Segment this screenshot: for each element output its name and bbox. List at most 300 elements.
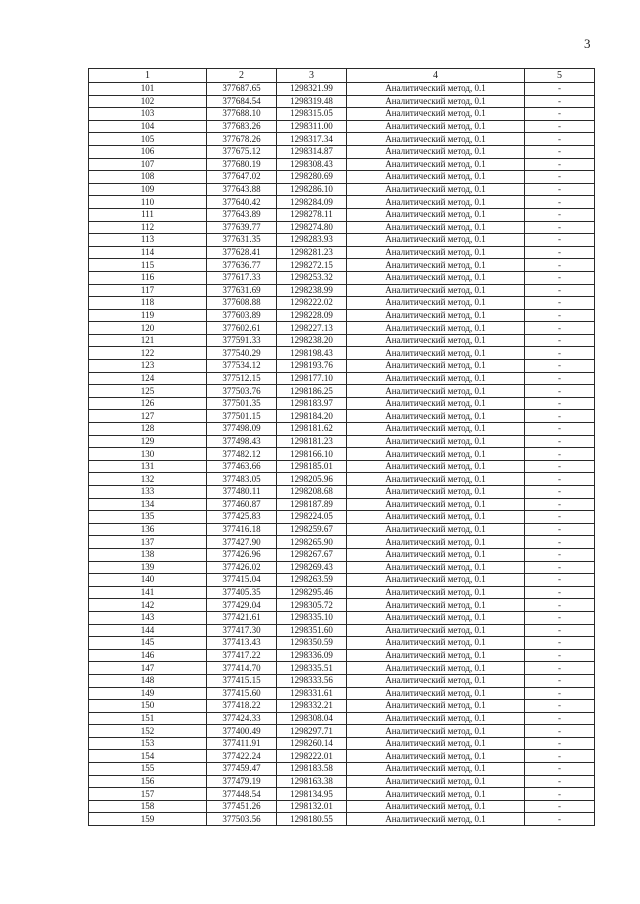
point-number-cell: 141 [89,586,207,599]
note-cell: - [525,574,595,587]
y-coordinate-cell: 1298186.25 [277,385,347,398]
note-cell: - [525,120,595,133]
point-number-cell: 139 [89,561,207,574]
table-row [89,309,595,322]
method-cell: Аналитический метод, 0.1 [347,196,525,209]
point-number-cell: 137 [89,536,207,549]
table-row [89,750,595,763]
y-coordinate-cell: 1298321.99 [277,83,347,96]
table-row [89,208,595,221]
y-coordinate-cell: 1298193.76 [277,360,347,373]
x-coordinate-cell: 377426.02 [207,561,277,574]
y-coordinate-cell: 1298132.01 [277,800,347,813]
y-coordinate-cell: 1298308.43 [277,158,347,171]
method-cell: Аналитический метод, 0.1 [347,649,525,662]
note-cell: - [525,712,595,725]
table-row [89,813,595,826]
method-cell: Аналитический метод, 0.1 [347,687,525,700]
point-number-cell: 113 [89,234,207,247]
method-cell: Аналитический метод, 0.1 [347,662,525,675]
method-cell: Аналитический метод, 0.1 [347,347,525,360]
note-cell: - [525,561,595,574]
point-number-cell: 124 [89,372,207,385]
method-cell: Аналитический метод, 0.1 [347,435,525,448]
y-coordinate-cell: 1298238.20 [277,334,347,347]
method-cell: Аналитический метод, 0.1 [347,423,525,436]
method-cell: Аналитический метод, 0.1 [347,95,525,108]
note-cell: - [525,473,595,486]
table-row [89,95,595,108]
x-coordinate-cell: 377540.29 [207,347,277,360]
point-number-cell: 116 [89,271,207,284]
table-row [89,523,595,536]
table-row [89,498,595,511]
table-row [89,297,595,310]
x-coordinate-cell: 377501.35 [207,397,277,410]
y-coordinate-cell: 1298335.10 [277,611,347,624]
note-cell: - [525,674,595,687]
table-row [89,511,595,524]
table-row [89,624,595,637]
point-number-cell: 142 [89,599,207,612]
note-cell: - [525,309,595,322]
x-coordinate-cell: 377643.88 [207,183,277,196]
method-cell: Аналитический метод, 0.1 [347,246,525,259]
table-row [89,586,595,599]
point-number-cell: 117 [89,284,207,297]
column-header-5: 5 [525,69,595,83]
x-coordinate-cell: 377400.49 [207,725,277,738]
x-coordinate-cell: 377617.33 [207,271,277,284]
table-row [89,360,595,373]
y-coordinate-cell: 1298278.11 [277,208,347,221]
method-cell: Аналитический метод, 0.1 [347,574,525,587]
table-row [89,737,595,750]
x-coordinate-cell: 377411.91 [207,737,277,750]
table-row [89,662,595,675]
table-row [89,486,595,499]
column-header-1: 1 [89,69,207,83]
y-coordinate-cell: 1298315.05 [277,108,347,121]
method-cell: Аналитический метод, 0.1 [347,700,525,713]
y-coordinate-cell: 1298333.56 [277,674,347,687]
y-coordinate-cell: 1298269.43 [277,561,347,574]
y-coordinate-cell: 1298238.99 [277,284,347,297]
method-cell: Аналитический метод, 0.1 [347,183,525,196]
y-coordinate-cell: 1298208.68 [277,486,347,499]
note-cell: - [525,271,595,284]
table-row [89,158,595,171]
point-number-cell: 158 [89,800,207,813]
column-header-3: 3 [277,69,347,83]
note-cell: - [525,423,595,436]
table-row [89,674,595,687]
note-cell: - [525,460,595,473]
x-coordinate-cell: 377416.18 [207,523,277,536]
table-row [89,548,595,561]
x-coordinate-cell: 377647.02 [207,171,277,184]
x-coordinate-cell: 377427.90 [207,536,277,549]
point-number-cell: 121 [89,334,207,347]
x-coordinate-cell: 377417.30 [207,624,277,637]
point-number-cell: 138 [89,548,207,561]
table-row [89,397,595,410]
x-coordinate-cell: 377498.43 [207,435,277,448]
point-number-cell: 114 [89,246,207,259]
x-coordinate-cell: 377460.87 [207,498,277,511]
note-cell: - [525,498,595,511]
note-cell: - [525,750,595,763]
table-row [89,599,595,612]
point-number-cell: 135 [89,511,207,524]
x-coordinate-cell: 377640.42 [207,196,277,209]
x-coordinate-cell: 377628.41 [207,246,277,259]
x-coordinate-cell: 377603.89 [207,309,277,322]
method-cell: Аналитический метод, 0.1 [347,813,525,826]
method-cell: Аналитический метод, 0.1 [347,750,525,763]
table-row [89,120,595,133]
table-row [89,448,595,461]
point-number-cell: 150 [89,700,207,713]
point-number-cell: 126 [89,397,207,410]
column-header-2: 2 [207,69,277,83]
note-cell: - [525,284,595,297]
note-cell: - [525,234,595,247]
method-cell: Аналитический метод, 0.1 [347,486,525,499]
y-coordinate-cell: 1298350.59 [277,637,347,650]
note-cell: - [525,662,595,675]
method-cell: Аналитический метод, 0.1 [347,397,525,410]
y-coordinate-cell: 1298260.14 [277,737,347,750]
method-cell: Аналитический метод, 0.1 [347,120,525,133]
note-cell: - [525,372,595,385]
point-number-cell: 107 [89,158,207,171]
note-cell: - [525,435,595,448]
y-coordinate-cell: 1298185.01 [277,460,347,473]
method-cell: Аналитический метод, 0.1 [347,309,525,322]
x-coordinate-cell: 377591.33 [207,334,277,347]
table-row [89,611,595,624]
y-coordinate-cell: 1298311.00 [277,120,347,133]
x-coordinate-cell: 377675.12 [207,145,277,158]
y-coordinate-cell: 1298280.69 [277,171,347,184]
point-number-cell: 145 [89,637,207,650]
x-coordinate-cell: 377608.88 [207,297,277,310]
y-coordinate-cell: 1298331.61 [277,687,347,700]
table-row [89,473,595,486]
point-number-cell: 129 [89,435,207,448]
x-coordinate-cell: 377448.54 [207,788,277,801]
method-cell: Аналитический метод, 0.1 [347,725,525,738]
note-cell: - [525,347,595,360]
method-cell: Аналитический метод, 0.1 [347,775,525,788]
y-coordinate-cell: 1298228.09 [277,309,347,322]
point-number-cell: 106 [89,145,207,158]
point-number-cell: 147 [89,662,207,675]
table-row [89,334,595,347]
point-number-cell: 144 [89,624,207,637]
point-number-cell: 123 [89,360,207,373]
y-coordinate-cell: 1298259.67 [277,523,347,536]
note-cell: - [525,649,595,662]
y-coordinate-cell: 1298281.23 [277,246,347,259]
table-row [89,196,595,209]
table-body [89,83,595,826]
table-row [89,775,595,788]
y-coordinate-cell: 1298319.48 [277,95,347,108]
note-cell: - [525,687,595,700]
y-coordinate-cell: 1298351.60 [277,624,347,637]
table-row [89,788,595,801]
method-cell: Аналитический метод, 0.1 [347,83,525,96]
point-number-cell: 101 [89,83,207,96]
note-cell: - [525,171,595,184]
y-coordinate-cell: 1298222.02 [277,297,347,310]
method-cell: Аналитический метод, 0.1 [347,372,525,385]
point-number-cell: 118 [89,297,207,310]
note-cell: - [525,334,595,347]
method-cell: Аналитический метод, 0.1 [347,788,525,801]
y-coordinate-cell: 1298267.67 [277,548,347,561]
x-coordinate-cell: 377678.26 [207,133,277,146]
x-coordinate-cell: 377415.60 [207,687,277,700]
y-coordinate-cell: 1298317.34 [277,133,347,146]
table-row [89,700,595,713]
note-cell: - [525,322,595,335]
table-row [89,246,595,259]
x-coordinate-cell: 377684.54 [207,95,277,108]
method-cell: Аналитический метод, 0.1 [347,334,525,347]
x-coordinate-cell: 377687.65 [207,83,277,96]
y-coordinate-cell: 1298308.04 [277,712,347,725]
note-cell: - [525,208,595,221]
x-coordinate-cell: 377418.22 [207,700,277,713]
y-coordinate-cell: 1298187.89 [277,498,347,511]
table-row [89,108,595,121]
method-cell: Аналитический метод, 0.1 [347,460,525,473]
note-cell: - [525,259,595,272]
note-cell: - [525,611,595,624]
note-cell: - [525,183,595,196]
y-coordinate-cell: 1298183.58 [277,763,347,776]
note-cell: - [525,536,595,549]
table-row [89,725,595,738]
y-coordinate-cell: 1298198.43 [277,347,347,360]
note-cell: - [525,725,595,738]
table-row [89,385,595,398]
point-number-cell: 133 [89,486,207,499]
column-header-4: 4 [347,69,525,83]
method-cell: Аналитический метод, 0.1 [347,322,525,335]
y-coordinate-cell: 1298297.71 [277,725,347,738]
method-cell: Аналитический метод, 0.1 [347,208,525,221]
point-number-cell: 104 [89,120,207,133]
table-row [89,561,595,574]
x-coordinate-cell: 377643.89 [207,208,277,221]
y-coordinate-cell: 1298224.05 [277,511,347,524]
note-cell: - [525,800,595,813]
table-row [89,410,595,423]
note-cell: - [525,586,595,599]
table-row [89,271,595,284]
method-cell: Аналитический метод, 0.1 [347,410,525,423]
method-cell: Аналитический метод, 0.1 [347,548,525,561]
note-cell: - [525,599,595,612]
x-coordinate-cell: 377631.35 [207,234,277,247]
point-number-cell: 159 [89,813,207,826]
y-coordinate-cell: 1298305.72 [277,599,347,612]
method-cell: Аналитический метод, 0.1 [347,385,525,398]
x-coordinate-cell: 377683.26 [207,120,277,133]
point-number-cell: 115 [89,259,207,272]
point-number-cell: 151 [89,712,207,725]
note-cell: - [525,221,595,234]
x-coordinate-cell: 377426.96 [207,548,277,561]
note-cell: - [525,108,595,121]
note-cell: - [525,95,595,108]
point-number-cell: 149 [89,687,207,700]
table-row [89,322,595,335]
y-coordinate-cell: 1298222.01 [277,750,347,763]
y-coordinate-cell: 1298295.46 [277,586,347,599]
y-coordinate-cell: 1298265.90 [277,536,347,549]
note-cell: - [525,145,595,158]
y-coordinate-cell: 1298180.55 [277,813,347,826]
x-coordinate-cell: 377421.61 [207,611,277,624]
x-coordinate-cell: 377425.83 [207,511,277,524]
method-cell: Аналитический метод, 0.1 [347,536,525,549]
point-number-cell: 156 [89,775,207,788]
x-coordinate-cell: 377479.19 [207,775,277,788]
point-number-cell: 143 [89,611,207,624]
table-row [89,423,595,436]
note-cell: - [525,158,595,171]
table-row [89,763,595,776]
method-cell: Аналитический метод, 0.1 [347,234,525,247]
y-coordinate-cell: 1298284.09 [277,196,347,209]
table-row [89,347,595,360]
x-coordinate-cell: 377534.12 [207,360,277,373]
method-cell: Аналитический метод, 0.1 [347,133,525,146]
x-coordinate-cell: 377429.04 [207,599,277,612]
y-coordinate-cell: 1298227.13 [277,322,347,335]
method-cell: Аналитический метод, 0.1 [347,498,525,511]
x-coordinate-cell: 377602.61 [207,322,277,335]
point-number-cell: 109 [89,183,207,196]
x-coordinate-cell: 377512.15 [207,372,277,385]
note-cell: - [525,624,595,637]
x-coordinate-cell: 377636.77 [207,259,277,272]
method-cell: Аналитический метод, 0.1 [347,360,525,373]
x-coordinate-cell: 377463.66 [207,460,277,473]
point-number-cell: 134 [89,498,207,511]
method-cell: Аналитический метод, 0.1 [347,586,525,599]
note-cell: - [525,410,595,423]
point-number-cell: 103 [89,108,207,121]
y-coordinate-cell: 1298314.87 [277,145,347,158]
table-row [89,637,595,650]
method-cell: Аналитический метод, 0.1 [347,599,525,612]
y-coordinate-cell: 1298286.10 [277,183,347,196]
note-cell: - [525,397,595,410]
point-number-cell: 127 [89,410,207,423]
x-coordinate-cell: 377639.77 [207,221,277,234]
method-cell: Аналитический метод, 0.1 [347,284,525,297]
point-number-cell: 148 [89,674,207,687]
note-cell: - [525,788,595,801]
x-coordinate-cell: 377501.15 [207,410,277,423]
y-coordinate-cell: 1298181.62 [277,423,347,436]
method-cell: Аналитический метод, 0.1 [347,800,525,813]
y-coordinate-cell: 1298183.97 [277,397,347,410]
method-cell: Аналитический метод, 0.1 [347,259,525,272]
note-cell: - [525,763,595,776]
x-coordinate-cell: 377414.70 [207,662,277,675]
table-row [89,133,595,146]
x-coordinate-cell: 377688.10 [207,108,277,121]
method-cell: Аналитический метод, 0.1 [347,624,525,637]
table-row [89,171,595,184]
y-coordinate-cell: 1298184.20 [277,410,347,423]
note-cell: - [525,246,595,259]
point-number-cell: 120 [89,322,207,335]
y-coordinate-cell: 1298283.93 [277,234,347,247]
method-cell: Аналитический метод, 0.1 [347,158,525,171]
point-number-cell: 128 [89,423,207,436]
method-cell: Аналитический метод, 0.1 [347,221,525,234]
method-cell: Аналитический метод, 0.1 [347,674,525,687]
x-coordinate-cell: 377405.35 [207,586,277,599]
note-cell: - [525,486,595,499]
note-cell: - [525,196,595,209]
method-cell: Аналитический метод, 0.1 [347,561,525,574]
point-number-cell: 152 [89,725,207,738]
x-coordinate-cell: 377503.76 [207,385,277,398]
note-cell: - [525,813,595,826]
y-coordinate-cell: 1298336.09 [277,649,347,662]
point-number-cell: 157 [89,788,207,801]
table-row [89,460,595,473]
y-coordinate-cell: 1298274.80 [277,221,347,234]
y-coordinate-cell: 1298205.96 [277,473,347,486]
point-number-cell: 105 [89,133,207,146]
y-coordinate-cell: 1298272.15 [277,259,347,272]
point-number-cell: 125 [89,385,207,398]
note-cell: - [525,523,595,536]
table-row [89,284,595,297]
note-cell: - [525,360,595,373]
note-cell: - [525,637,595,650]
note-cell: - [525,385,595,398]
method-cell: Аналитический метод, 0.1 [347,611,525,624]
note-cell: - [525,448,595,461]
table-row [89,145,595,158]
y-coordinate-cell: 1298134.95 [277,788,347,801]
y-coordinate-cell: 1298166.10 [277,448,347,461]
table-row [89,649,595,662]
note-cell: - [525,737,595,750]
point-number-cell: 112 [89,221,207,234]
method-cell: Аналитический метод, 0.1 [347,145,525,158]
point-number-cell: 130 [89,448,207,461]
x-coordinate-cell: 377415.04 [207,574,277,587]
point-number-cell: 154 [89,750,207,763]
table-row [89,800,595,813]
note-cell: - [525,700,595,713]
method-cell: Аналитический метод, 0.1 [347,473,525,486]
x-coordinate-cell: 377498.09 [207,423,277,436]
table-row [89,259,595,272]
